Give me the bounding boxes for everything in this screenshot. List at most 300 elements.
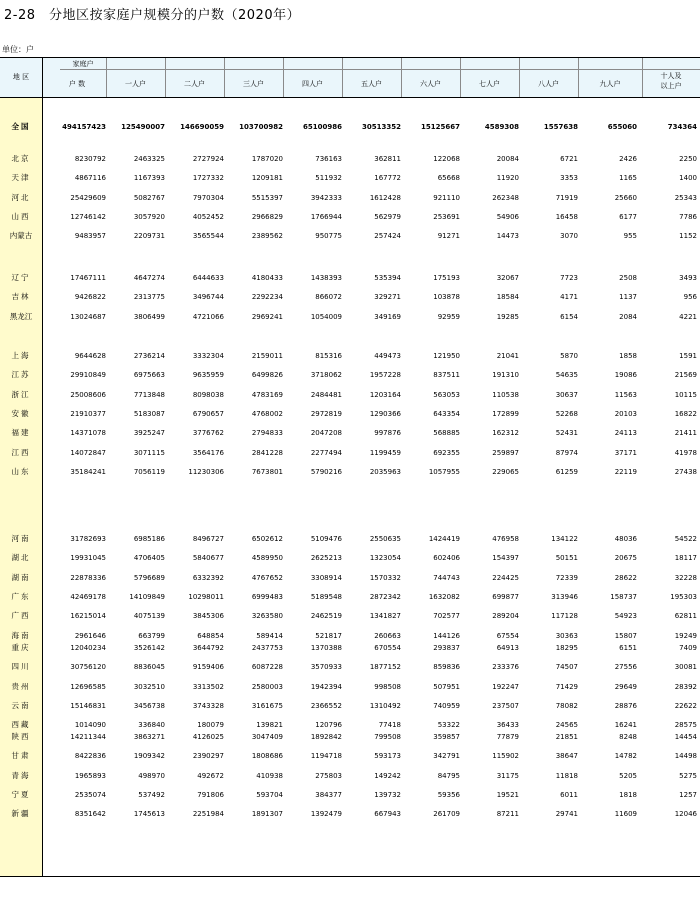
region-name: 广西 xyxy=(11,611,31,620)
table-cell: 2550635 xyxy=(369,535,401,543)
table-cell: 30756120 xyxy=(70,663,106,671)
table-row xyxy=(0,271,700,285)
header-family-households: 家庭户 xyxy=(72,60,94,68)
table-cell: 71429 xyxy=(555,683,578,691)
table-cell: 259897 xyxy=(492,449,519,457)
header-rule xyxy=(0,97,700,98)
table-cell: 1400 xyxy=(679,174,697,182)
table-cell: 11818 xyxy=(555,772,578,780)
table-cell: 950775 xyxy=(315,232,342,240)
table-cell: 6502612 xyxy=(251,535,283,543)
table-cell: 1323054 xyxy=(369,554,401,562)
table-cell: 593704 xyxy=(256,791,283,799)
table-cell: 78082 xyxy=(555,702,578,710)
table-cell: 4180433 xyxy=(251,274,283,282)
table-cell: 21411 xyxy=(674,429,697,437)
table-cell: 8422836 xyxy=(74,752,106,760)
table-cell: 12746142 xyxy=(70,213,106,221)
table-cell: 955 xyxy=(623,232,637,240)
table-row xyxy=(0,807,700,821)
table-cell: 2389562 xyxy=(251,232,283,240)
table-cell: 191310 xyxy=(492,371,519,379)
table-cell: 3570933 xyxy=(310,663,342,671)
table-cell: 1209181 xyxy=(251,174,283,182)
table-cell: 144126 xyxy=(433,632,460,640)
table-cell: 253691 xyxy=(433,213,460,221)
table-cell: 1591 xyxy=(679,352,697,360)
table-cell: 1557638 xyxy=(543,123,578,131)
table-cell: 1424419 xyxy=(428,535,460,543)
table-row xyxy=(0,152,700,166)
table-cell: 4126025 xyxy=(192,733,224,741)
table-cell: 3942333 xyxy=(310,194,342,202)
table-cell: 1194718 xyxy=(310,752,342,760)
table-cell: 7713848 xyxy=(133,391,165,399)
table-cell: 71919 xyxy=(555,194,578,202)
table-cell: 5205 xyxy=(619,772,637,780)
region-name: 山西 xyxy=(11,212,31,221)
table-cell: 21041 xyxy=(496,352,519,360)
table-cell: 4783169 xyxy=(251,391,283,399)
table-cell: 5515397 xyxy=(251,194,283,202)
column-divider xyxy=(642,58,643,97)
table-cell: 91271 xyxy=(437,232,460,240)
table-cell: 2084 xyxy=(619,313,637,321)
table-cell: 476958 xyxy=(492,535,519,543)
table-cell: 8351642 xyxy=(74,810,106,818)
table-cell: 2047208 xyxy=(310,429,342,437)
table-cell: 4221 xyxy=(679,313,697,321)
region-name: 湖北 xyxy=(11,553,31,562)
table-cell: 38647 xyxy=(555,752,578,760)
table-cell: 158737 xyxy=(610,593,637,601)
table-cell: 54635 xyxy=(555,371,578,379)
table-cell: 562979 xyxy=(374,213,401,221)
table-cell: 1957228 xyxy=(369,371,401,379)
table-cell: 16458 xyxy=(555,213,578,221)
table-cell: 8496727 xyxy=(192,535,224,543)
region-name: 西藏 xyxy=(11,720,31,729)
table-cell: 10115 xyxy=(674,391,697,399)
table-cell: 3057920 xyxy=(133,213,165,221)
table-cell: 1891307 xyxy=(251,810,283,818)
table-cell: 17467111 xyxy=(70,274,106,282)
table-cell: 6151 xyxy=(619,644,637,652)
table-cell: 19249 xyxy=(674,632,697,640)
table-cell: 359857 xyxy=(433,733,460,741)
table-cell: 16822 xyxy=(674,410,697,418)
table-cell: 6332392 xyxy=(192,574,224,582)
region-name: 河北 xyxy=(11,193,31,202)
table-cell: 28622 xyxy=(614,574,637,582)
table-cell: 3564176 xyxy=(192,449,224,457)
table-cell: 87211 xyxy=(496,810,519,818)
table-cell: 4171 xyxy=(560,293,578,301)
table-cell: 16215014 xyxy=(70,612,106,620)
header-size-8: 八人户 xyxy=(538,80,559,88)
table-cell: 122068 xyxy=(433,155,460,163)
table-cell: 1014090 xyxy=(74,721,106,729)
table-row xyxy=(0,551,700,565)
region-name: 广东 xyxy=(11,592,31,601)
region-name: 黑龙江 xyxy=(9,312,33,321)
table-cell: 1745613 xyxy=(133,810,165,818)
table-cell: 146690059 xyxy=(180,123,224,131)
table-cell: 92959 xyxy=(437,313,460,321)
table-cell: 342791 xyxy=(433,752,460,760)
table-cell: 791806 xyxy=(197,791,224,799)
table-row xyxy=(0,749,700,763)
table-cell: 2209731 xyxy=(133,232,165,240)
table-cell: 84795 xyxy=(437,772,460,780)
table-row xyxy=(0,426,700,440)
table-cell: 1370388 xyxy=(310,644,342,652)
table-row xyxy=(0,349,700,363)
unit-label: 单位：户 xyxy=(2,45,34,54)
table-cell: 1612428 xyxy=(369,194,401,202)
table-cell: 180079 xyxy=(197,721,224,729)
header-ten-plus-line2: 以上户 xyxy=(660,82,682,90)
table-cell: 1341827 xyxy=(369,612,401,620)
table-cell: 9644628 xyxy=(74,352,106,360)
table-cell: 4867116 xyxy=(74,174,106,182)
table-cell: 19086 xyxy=(614,371,637,379)
table-cell: 313946 xyxy=(551,593,578,601)
table-cell: 3743328 xyxy=(192,702,224,710)
table-cell: 25343 xyxy=(674,194,697,202)
table-cell: 275803 xyxy=(315,772,342,780)
table-title: 2-28 分地区按家庭户规模分的户数（2020年） xyxy=(4,8,301,23)
table-cell: 192247 xyxy=(492,683,519,691)
table-cell: 67554 xyxy=(496,632,519,640)
table-row xyxy=(0,368,700,382)
table-cell: 22622 xyxy=(674,702,697,710)
region-name: 新疆 xyxy=(11,809,31,818)
table-cell: 3353 xyxy=(560,174,578,182)
region-name: 贵州 xyxy=(11,682,31,691)
table-cell: 349169 xyxy=(374,313,401,321)
table-cell: 12696585 xyxy=(70,683,106,691)
header-size-2: 二人户 xyxy=(184,80,205,88)
table-cell: 18584 xyxy=(496,293,519,301)
table-cell: 362811 xyxy=(374,155,401,163)
table-cell: 28876 xyxy=(614,702,637,710)
header-size-3: 三人户 xyxy=(243,80,264,88)
header-ten-plus-line1: 十人及 xyxy=(660,72,682,80)
table-row xyxy=(0,171,700,185)
table-cell: 5790216 xyxy=(310,468,342,476)
table-cell: 29741 xyxy=(555,810,578,818)
header-size-4: 四人户 xyxy=(302,80,323,88)
table-cell: 329271 xyxy=(374,293,401,301)
table-cell: 692355 xyxy=(433,449,460,457)
table-cell: 37171 xyxy=(614,449,637,457)
table-row xyxy=(0,290,700,304)
table-cell: 19931045 xyxy=(70,554,106,562)
table-cell: 3456738 xyxy=(133,702,165,710)
table-cell: 32067 xyxy=(496,274,519,282)
table-cell: 6985186 xyxy=(133,535,165,543)
table-cell: 30081 xyxy=(674,663,697,671)
region-name: 湖南 xyxy=(11,573,31,582)
table-cell: 14498 xyxy=(674,752,697,760)
table-cell: 29649 xyxy=(614,683,637,691)
table-cell: 19285 xyxy=(496,313,519,321)
table-cell: 3776762 xyxy=(192,429,224,437)
table-cell: 59356 xyxy=(437,791,460,799)
table-cell: 54906 xyxy=(496,213,519,221)
table-cell: 36433 xyxy=(496,721,519,729)
table-cell: 702577 xyxy=(433,612,460,620)
table-cell: 9635959 xyxy=(192,371,224,379)
table-cell: 2426 xyxy=(619,155,637,163)
table-cell: 289204 xyxy=(492,612,519,620)
table-cell: 262348 xyxy=(492,194,519,202)
table-cell: 14473 xyxy=(496,232,519,240)
table-cell: 30513352 xyxy=(362,123,401,131)
table-cell: 4721066 xyxy=(192,313,224,321)
table-cell: 35184241 xyxy=(70,468,106,476)
table-cell: 293837 xyxy=(433,644,460,652)
table-cell: 110538 xyxy=(492,391,519,399)
table-cell: 20084 xyxy=(496,155,519,163)
table-cell: 643354 xyxy=(433,410,460,418)
table-cell: 736163 xyxy=(315,155,342,163)
region-name: 全国 xyxy=(11,122,31,131)
table-cell: 2250 xyxy=(679,155,697,163)
table-cell: 50151 xyxy=(555,554,578,562)
table-cell: 4768002 xyxy=(251,410,283,418)
table-cell: 1632082 xyxy=(428,593,460,601)
table-cell: 6999483 xyxy=(251,593,283,601)
table-cell: 507951 xyxy=(433,683,460,691)
table-cell: 15125667 xyxy=(421,123,460,131)
column-divider xyxy=(578,58,579,97)
table-cell: 8098038 xyxy=(192,391,224,399)
table-cell: 41978 xyxy=(674,449,697,457)
table-cell: 11230306 xyxy=(188,468,224,476)
table-cell: 384377 xyxy=(315,791,342,799)
table-cell: 21910377 xyxy=(70,410,106,418)
table-cell: 9159406 xyxy=(192,663,224,671)
column-divider xyxy=(519,58,520,97)
table-cell: 1877152 xyxy=(369,663,401,671)
table-cell: 1054009 xyxy=(310,313,342,321)
table-cell: 5796689 xyxy=(133,574,165,582)
table-cell: 2159011 xyxy=(251,352,283,360)
table-cell: 25008606 xyxy=(70,391,106,399)
table-cell: 3925247 xyxy=(133,429,165,437)
table-cell: 1965893 xyxy=(74,772,106,780)
table-cell: 1942394 xyxy=(310,683,342,691)
table-cell: 6444633 xyxy=(192,274,224,282)
table-cell: 175193 xyxy=(433,274,460,282)
table-cell: 2462519 xyxy=(310,612,342,620)
table-cell: 1199459 xyxy=(369,449,401,457)
table-cell: 139732 xyxy=(374,791,401,799)
table-cell: 9483957 xyxy=(74,232,106,240)
table-cell: 2390297 xyxy=(192,752,224,760)
table-cell: 8230792 xyxy=(74,155,106,163)
table-cell: 1165 xyxy=(619,174,637,182)
table-cell: 22878336 xyxy=(70,574,106,582)
table-cell: 103700982 xyxy=(239,123,283,131)
table-row xyxy=(0,532,700,546)
table-cell: 2872342 xyxy=(369,593,401,601)
table-cell: 1392479 xyxy=(310,810,342,818)
table-row xyxy=(0,788,700,802)
table-cell: 2508 xyxy=(619,274,637,282)
table-cell: 52268 xyxy=(555,410,578,418)
table-cell: 53322 xyxy=(437,721,460,729)
region-name: 江苏 xyxy=(11,370,31,379)
table-cell: 14211344 xyxy=(70,733,106,741)
table-cell: 837511 xyxy=(433,371,460,379)
table-cell: 74507 xyxy=(555,663,578,671)
table-row xyxy=(0,609,700,623)
table-cell: 5082767 xyxy=(133,194,165,202)
table-cell: 1570332 xyxy=(369,574,401,582)
header-size-5: 五人户 xyxy=(361,80,382,88)
region-name: 内蒙古 xyxy=(9,231,33,240)
table-cell: 997876 xyxy=(374,429,401,437)
region-name: 北京 xyxy=(11,154,31,163)
table-cell: 5275 xyxy=(679,772,697,780)
table-cell: 2313775 xyxy=(133,293,165,301)
table-cell: 139821 xyxy=(256,721,283,729)
table-cell: 3308914 xyxy=(310,574,342,582)
table-cell: 20103 xyxy=(614,410,637,418)
table-cell: 27556 xyxy=(614,663,637,671)
table-cell: 3071115 xyxy=(133,449,165,457)
table-cell: 29910849 xyxy=(70,371,106,379)
table-cell: 54923 xyxy=(614,612,637,620)
table-cell: 2277494 xyxy=(310,449,342,457)
table-cell: 1257 xyxy=(679,791,697,799)
table-cell: 77418 xyxy=(378,721,401,729)
table-cell: 593173 xyxy=(374,752,401,760)
table-cell: 1152 xyxy=(679,232,697,240)
region-name: 宁夏 xyxy=(11,790,31,799)
table-cell: 589414 xyxy=(256,632,283,640)
column-divider xyxy=(42,58,43,876)
table-cell: 2727924 xyxy=(192,155,224,163)
table-cell: 7970304 xyxy=(192,194,224,202)
table-row xyxy=(0,641,700,655)
table-cell: 3263580 xyxy=(251,612,283,620)
table-cell: 32228 xyxy=(674,574,697,582)
column-divider xyxy=(165,58,166,97)
region-name: 安徽 xyxy=(11,409,31,418)
table-cell: 563053 xyxy=(433,391,460,399)
header-split-line xyxy=(60,69,700,70)
table-cell: 42469178 xyxy=(70,593,106,601)
region-name: 福建 xyxy=(11,428,31,437)
table-cell: 494157423 xyxy=(62,123,106,131)
table-cell: 663799 xyxy=(138,632,165,640)
region-name: 云南 xyxy=(11,701,31,710)
table-cell: 6011 xyxy=(560,791,578,799)
table-cell: 25660 xyxy=(614,194,637,202)
table-cell: 1909342 xyxy=(133,752,165,760)
table-cell: 19521 xyxy=(496,791,519,799)
top-rule xyxy=(0,57,700,58)
table-row xyxy=(0,210,700,224)
table-cell: 52431 xyxy=(555,429,578,437)
table-cell: 498970 xyxy=(138,772,165,780)
table-cell: 24113 xyxy=(614,429,637,437)
table-cell: 1808686 xyxy=(251,752,283,760)
table-cell: 3332304 xyxy=(192,352,224,360)
table-cell: 1818 xyxy=(619,791,637,799)
table-cell: 48036 xyxy=(614,535,637,543)
table-cell: 10298011 xyxy=(188,593,224,601)
table-cell: 921110 xyxy=(433,194,460,202)
table-row xyxy=(0,388,700,402)
region-name: 浙江 xyxy=(11,390,31,399)
table-cell: 6154 xyxy=(560,313,578,321)
table-cell: 699877 xyxy=(492,593,519,601)
table-row xyxy=(0,680,700,694)
region-name: 河南 xyxy=(11,534,31,543)
table-cell: 134122 xyxy=(551,535,578,543)
table-row xyxy=(0,699,700,713)
table-cell: 25429609 xyxy=(70,194,106,202)
table-row xyxy=(0,229,700,243)
region-name: 海南 xyxy=(11,631,31,640)
table-cell: 1137 xyxy=(619,293,637,301)
table-cell: 65668 xyxy=(437,174,460,182)
table-cell: 3565544 xyxy=(192,232,224,240)
header-region: 地 区 xyxy=(12,73,30,81)
header-size-1: 一人户 xyxy=(125,80,146,88)
table-cell: 2625213 xyxy=(310,554,342,562)
table-cell: 410938 xyxy=(256,772,283,780)
table-cell: 535394 xyxy=(374,274,401,282)
table-cell: 31175 xyxy=(496,772,519,780)
table-row xyxy=(0,120,700,134)
table-cell: 1766944 xyxy=(310,213,342,221)
table-cell: 54522 xyxy=(674,535,697,543)
table-cell: 14782 xyxy=(614,752,637,760)
table-cell: 866072 xyxy=(315,293,342,301)
table-row xyxy=(0,660,700,674)
header-size-6: 六人户 xyxy=(420,80,441,88)
table-cell: 1167393 xyxy=(133,174,165,182)
table-row xyxy=(0,407,700,421)
table-cell: 7723 xyxy=(560,274,578,282)
table-cell: 64913 xyxy=(496,644,519,652)
header-size-9: 九人户 xyxy=(599,80,621,88)
table-cell: 3493 xyxy=(679,274,697,282)
table-cell: 14072847 xyxy=(70,449,106,457)
table-cell: 3845306 xyxy=(192,612,224,620)
table-cell: 449473 xyxy=(374,352,401,360)
table-cell: 195303 xyxy=(670,593,697,601)
table-cell: 11609 xyxy=(614,810,637,818)
table-cell: 4589308 xyxy=(484,123,519,131)
table-cell: 568885 xyxy=(433,429,460,437)
table-cell: 103878 xyxy=(433,293,460,301)
table-row xyxy=(0,769,700,783)
table-cell: 115902 xyxy=(492,752,519,760)
table-cell: 72339 xyxy=(555,574,578,582)
table-cell: 87974 xyxy=(555,449,578,457)
table-cell: 859836 xyxy=(433,663,460,671)
table-cell: 6499826 xyxy=(251,371,283,379)
table-cell: 2794833 xyxy=(251,429,283,437)
table-cell: 2972819 xyxy=(310,410,342,418)
